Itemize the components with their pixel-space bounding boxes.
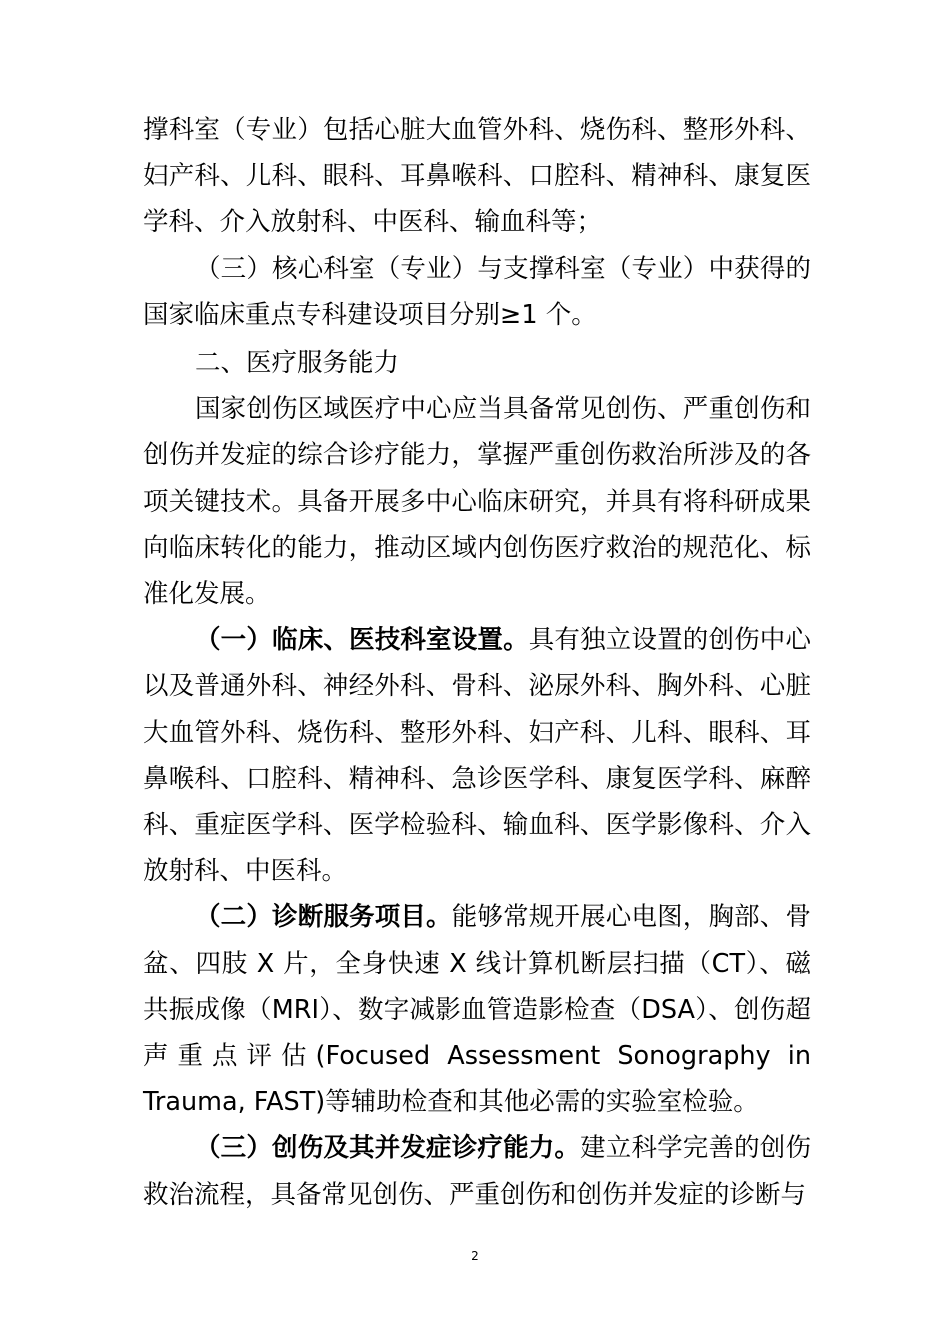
paragraph-key-specialty-projects (143, 246, 811, 338)
paragraph-diagnostic-services (143, 894, 811, 1125)
paragraph-text: 国家创伤区域医疗中心应当具备常见创伤、严重创伤和创伤并发症的综合诊疗能力，掌握严重创伤救治所涉及的各项关键技术。具备开展多中心临床研究，并具有将科研成果向临床转化的能力，推动区域内创伤医疗救治的规范化、标准化发展。 (143, 394, 811, 610)
paragraph-heading: （三）创伤及其并发症诊疗能力。 (195, 1133, 581, 1164)
section-heading-medical-service-capability (143, 340, 811, 386)
paragraph-text: 撑科室（专业）包括心脏大血管外科、烧伤科、整形外科、妇产科、儿科、眼科、耳鼻喉科、口腔科、精神科、康复医学科、介入放射科、中医科、输血科等； (143, 115, 811, 238)
paragraph-department-setup (143, 617, 811, 894)
section-heading-text: 二、医疗服务能力 (195, 348, 400, 379)
paragraph-trauma-treatment-capability (143, 1125, 811, 1217)
paragraph-service-capability-overview (143, 386, 811, 617)
page-number: 2 (471, 1249, 479, 1263)
body-text (143, 107, 811, 1218)
paragraph-support-departments (143, 107, 811, 246)
paragraph-text: 建立科学完善的创伤救治流程，具备常见创伤、严重创伤和创伤并发症的诊断与 (143, 1133, 811, 1210)
paragraph-heading: （二）诊断服务项目。 (195, 902, 452, 933)
paragraph-text: 具有独立设置的创伤中心以及普通外科、神经外科、骨科、泌尿外科、胸外科、心脏大血管外科、烧伤科、整形外科、妇产科、儿科、眼科、耳鼻喉科、口腔科、精神科、急诊医学科、康复医学科、麻醉科、重症医学科、医学检验科、输血科、医学影像科、介入放射科、中医科。 (143, 625, 811, 887)
paragraph-heading: （一）临床、医技科室设置。 (195, 625, 529, 656)
paragraph-text: （三）核心科室（专业）与支撑科室（专业）中获得的国家临床重点专科建设项目分别≥1 个。 (143, 253, 811, 330)
paragraph-text: 能够常规开展心电图，胸部、骨盆、四肢 X 片，全身快速 X 线计算机断层扫描（CT）、磁共振成像（MRI）、数字减影血管造影检查（DSA）、创伤超声重点评估(Focused Assessment Sonography in Trauma, FAST)等辅助检查和其他必需的实验室检验。 (143, 902, 811, 1118)
